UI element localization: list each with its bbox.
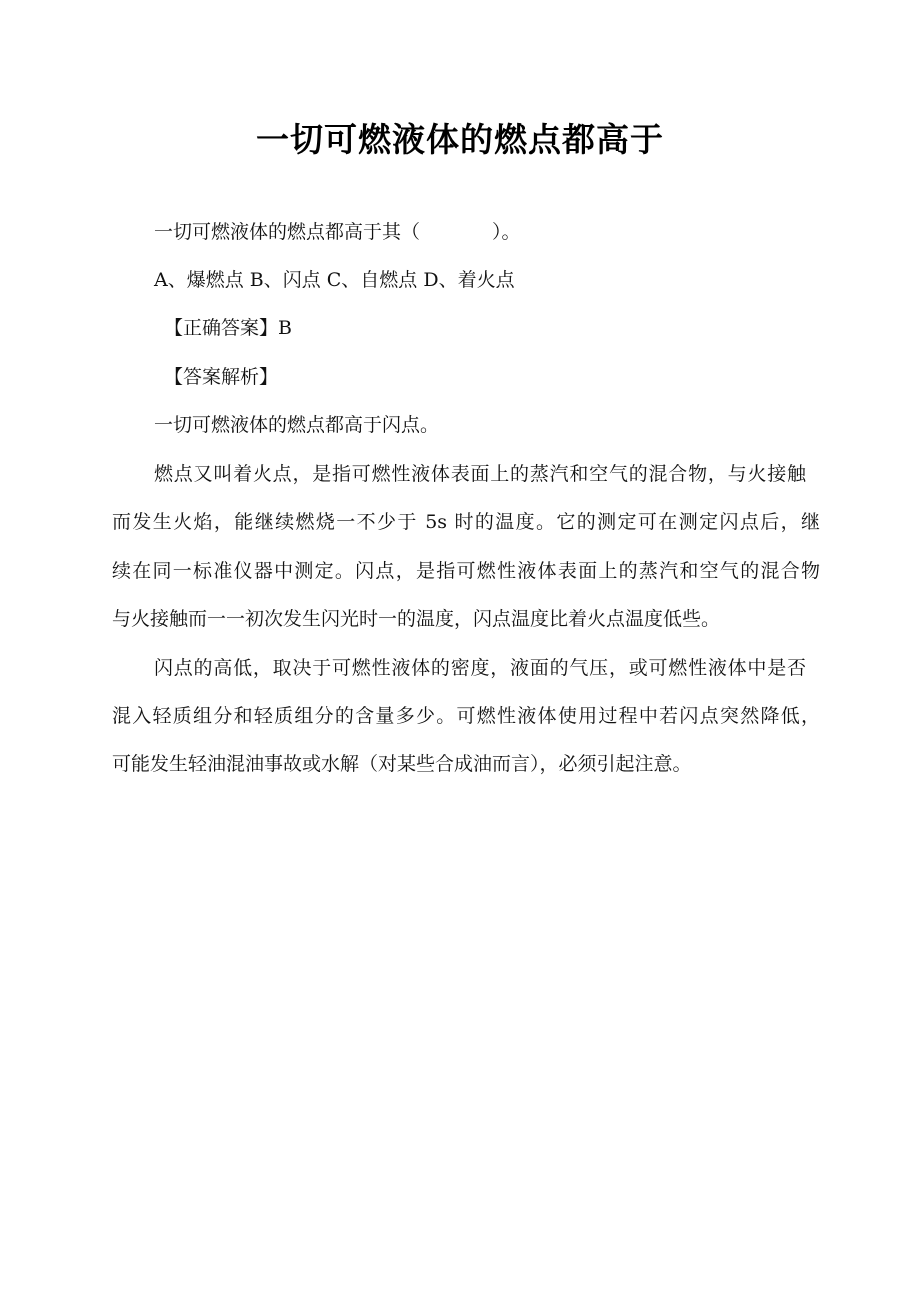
analysis-para1-line-3: 续在同一标准仪器中测定。闪点，是指可燃性液体表面上的蒸汽和空气的混合物 <box>112 560 820 582</box>
analysis-para2-line-3: 可能发生轻油混油事故或水解（对某些合成油而言），必须引起注意。 <box>112 753 692 775</box>
document-title: 一切可燃液体的燃点都高于 <box>256 120 664 159</box>
analysis-heading: 【答案解析】 <box>164 366 279 388</box>
correct-answer: 【正确答案】B <box>164 317 292 339</box>
analysis-para1-line-4: 与火接触而一一初次发生闪光时一的温度，闪点温度比着火点温度低些。 <box>112 608 721 630</box>
analysis-summary: 一切可燃液体的燃点都高于闪点。 <box>154 414 440 436</box>
question-stem-after-blank: ）。 <box>492 221 521 243</box>
analysis-para1-line-2: 而发生火焰，能继续燃烧一不少于 5s 时的温度。它的测定可在测定闪点后，继 <box>112 511 820 533</box>
analysis-para1-line-1: 燃点又叫着火点，是指可燃性液体表面上的蒸汽和空气的混合物，与火接触 <box>154 463 806 485</box>
question-stem-before-blank: 一切可燃液体的燃点都高于其（ <box>154 221 421 243</box>
question-options: A、爆燃点 B、闪点 C、自燃点 D、着火点 <box>154 269 515 291</box>
analysis-para2-line-2: 混入轻质组分和轻质组分的含量多少。可燃性液体使用过程中若闪点突然降低， <box>112 705 820 727</box>
analysis-para2-line-1: 闪点的高低，取决于可燃性液体的密度，液面的气压，或可燃性液体中是否 <box>154 657 806 679</box>
question-stem <box>154 218 521 246</box>
